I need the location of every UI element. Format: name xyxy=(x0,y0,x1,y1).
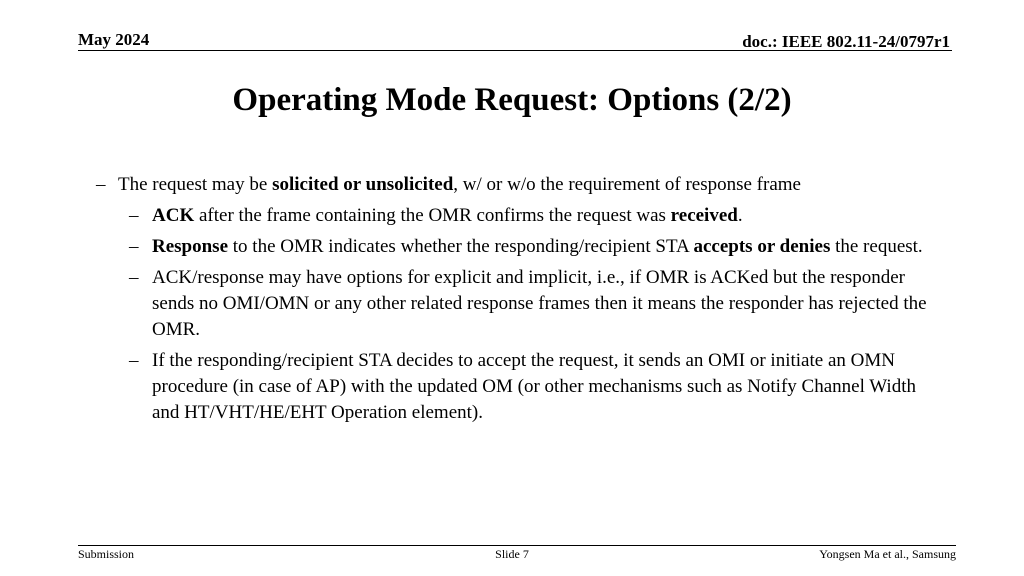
bullet-emphasis-text: accepts or denies xyxy=(693,236,831,257)
bullet-emphasis-text: solicited or unsolicited xyxy=(272,174,454,195)
bullet-text: . xyxy=(737,205,743,226)
bullet-dash: – xyxy=(96,174,106,195)
slide-title: Operating Mode Request: Options (2/2) xyxy=(232,82,792,118)
bullet-text: ACK/response may have options for explicit and implicit, i.e., if OMR is ACKed but the responder sends no OMI/OMN or any other related response frames then it means the responder has rejected the OMR. xyxy=(152,267,927,340)
header-divider xyxy=(78,50,952,51)
bullet-dash: – xyxy=(129,236,139,257)
header-date: May 2024 xyxy=(78,30,150,49)
header-doc-id: doc.: IEEE 802.11-24/0797r1 xyxy=(742,32,950,51)
bullet-dash: – xyxy=(129,205,139,226)
bullet-emphasis-text: received xyxy=(670,205,738,226)
bullet-text: the request. xyxy=(830,236,923,257)
footer-divider xyxy=(78,545,956,546)
bullet-emphasis-text: Response xyxy=(152,236,229,257)
bullet-item xyxy=(96,265,944,343)
bullet-dash: – xyxy=(129,267,139,288)
bullet-item xyxy=(96,203,944,229)
bullet-dash: – xyxy=(129,350,139,371)
bullet-item xyxy=(96,348,944,426)
footer-submission: Submission xyxy=(78,547,135,561)
footer-author: Yongsen Ma et al., Samsung xyxy=(819,547,956,561)
bullet-item xyxy=(96,234,944,260)
bullet-text: , w/ or w/o the requirement of response frame xyxy=(453,174,801,195)
bullet-item xyxy=(96,172,944,198)
bullet-text: If the responding/recipient STA decides to accept the request, it sends an OMI or initiate an OMN procedure (in case of AP) with the updated OM (or other mechanisms such as Notify Channel Width and HT/VHT/HE/EHT Operation element). xyxy=(152,350,916,423)
bullet-text: to the OMR indicates whether the responding/recipient STA xyxy=(228,236,694,257)
bullet-text: after the frame containing the OMR confirms the request was xyxy=(194,205,671,226)
bullet-text: The request may be xyxy=(118,174,273,195)
slide-body xyxy=(96,172,944,431)
bullet-emphasis-text: ACK xyxy=(152,205,195,226)
footer-slide-number: Slide 7 xyxy=(495,547,529,561)
